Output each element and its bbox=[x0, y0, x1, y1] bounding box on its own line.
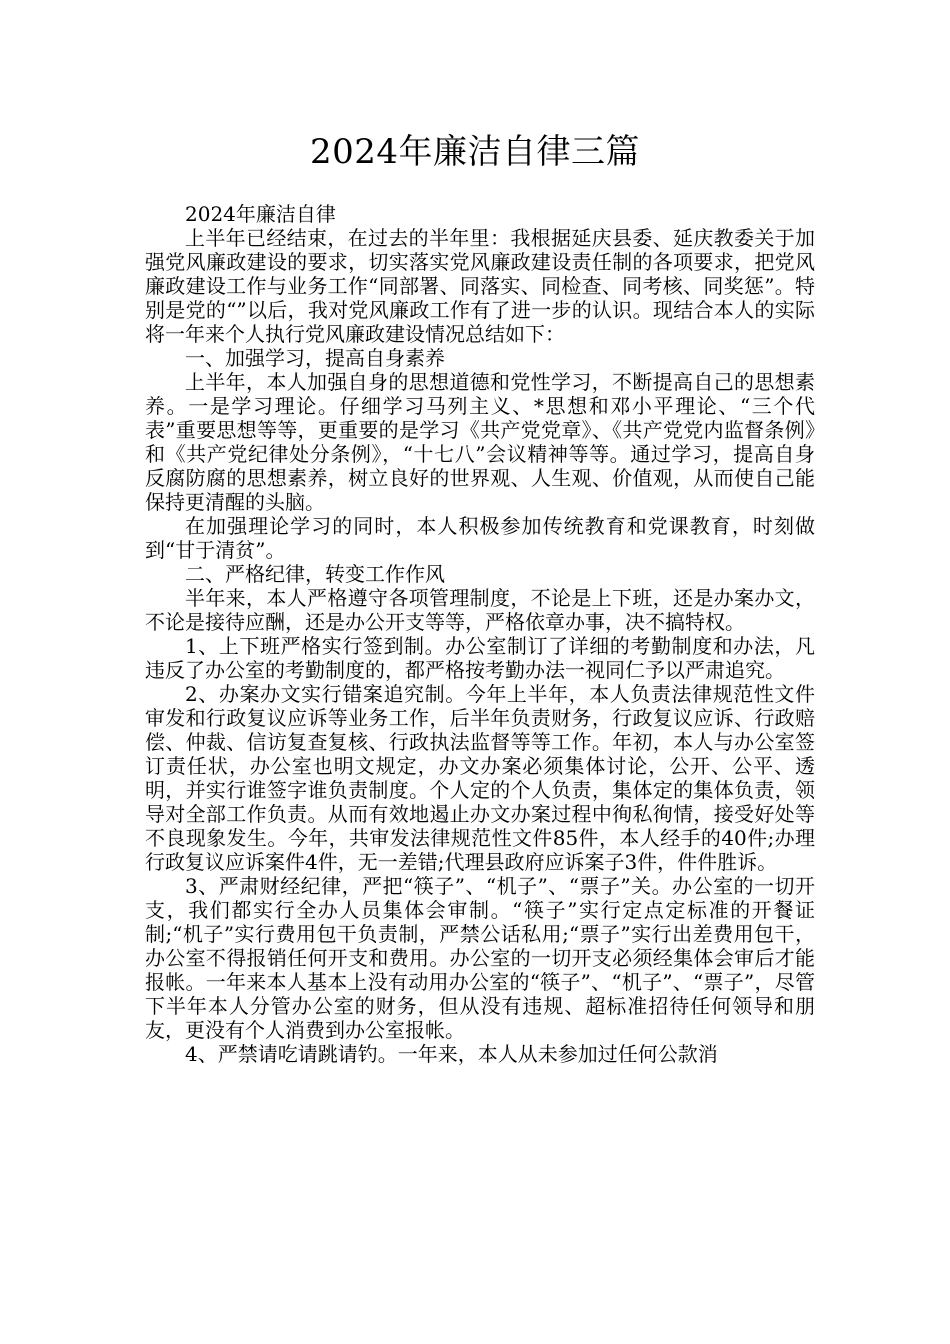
paragraph: 半年来，本人严格遵守各项管理制度，不论是上下班，还是办案办文，不论是接待应酬，还是办公开支等等，严格依章办事，决不搞特权。 bbox=[145, 586, 815, 634]
paragraph: 在加强理论学习的同时，本人积极参加传统教育和党课教育，时刻做到“甘于清贫”。 bbox=[145, 514, 815, 562]
list-item: 3、严肃财经纪律，严把“筷子”、“机子”、“票子”关。办公室的一切开支，我们都实行全办人员集体会审制。“筷子”实行定点定标准的开餐证制;“机子”实行费用包干负责制，严禁公话私用;“票子”实行出差费用包干，办公室不得报销任何开支和费用。办公室的一切开支必须经集体会审后才能报帐。一年来本人基本上没有动用办公室的“筷子”、“机子”、“票子”，尽管下半年本人分管办公室的财务，但从没有违规、超标准招待任何领导和朋友，更没有个人消费到办公室报帐。 bbox=[145, 874, 815, 1042]
list-item: 2、办案办文实行错案追究制。今年上半年，本人负责法律规范性文件审发和行政复议应诉等业务工作，后半年负责财务，行政复议应诉、行政赔偿、仲裁、信访复查复核、行政执法监督等等工作。年初，本人与办公室签订责任状，办公室也明文规定，办文办案必须集体讨论，公开、公平、透明，并实行谁签字谁负责制度。个人定的个人负责，集体定的集体负责，领导对全部工作负责。从而有效地遏止办文办案过程中徇私徇情，接受好处等不良现象发生。今年，共审发法律规范性文件85件，本人经手的40件;办理行政复议应诉案件4件，无一差错;代理县政府应诉案子3件，件件胜诉。 bbox=[145, 682, 815, 874]
section-heading: 2024年廉洁自律 bbox=[185, 202, 336, 226]
document-title: 2024年廉洁自律三篇 bbox=[309, 132, 641, 172]
list-item: 1、上下班严格实行签到制。办公室制订了详细的考勤制度和办法，凡违反了办公室的考勤制度的，都严格按考勤办法一视同仁予以严肃追究。 bbox=[145, 634, 815, 682]
subsection-heading: 一、加强学习，提高自身素养 bbox=[185, 346, 445, 370]
paragraph: 上半年，本人加强自身的思想道德和党性学习，不断提高自己的思想素养。一是学习理论。仔细学习马列主义、*思想和邓小平理论、“三个代表”重要思想等等，更重要的是学习《共产党党章》、《共产党党内监督条例》和《共产党纪律处分条例》，“十七八”会议精神等等。通过学习，提高自身反腐防腐的思想素养，树立良好的世界观、人生观、价值观，从而使自己能保持更清醒的头脑。 bbox=[145, 370, 815, 514]
paragraph: 上半年已经结束，在过去的半年里：我根据延庆县委、延庆教委关于加强党风廉政建设的要求，切实落实党风廉政建设责任制的各项要求，把党风廉政建设工作与业务工作“同部署、同落实、同检查、同考核、同奖惩”。特别是党的“”以后，我对党风廉政工作有了进一步的认识。现结合本人的实际将一年来个人执行党风廉政建设情况总结如下： bbox=[145, 226, 815, 346]
list-item: 4、严禁请吃请跳请钓。一年来，本人从未参加过任何公款消 bbox=[185, 1042, 718, 1066]
document-body bbox=[145, 202, 815, 1066]
subsection-heading: 二、严格纪律，转变工作作风 bbox=[185, 562, 445, 586]
